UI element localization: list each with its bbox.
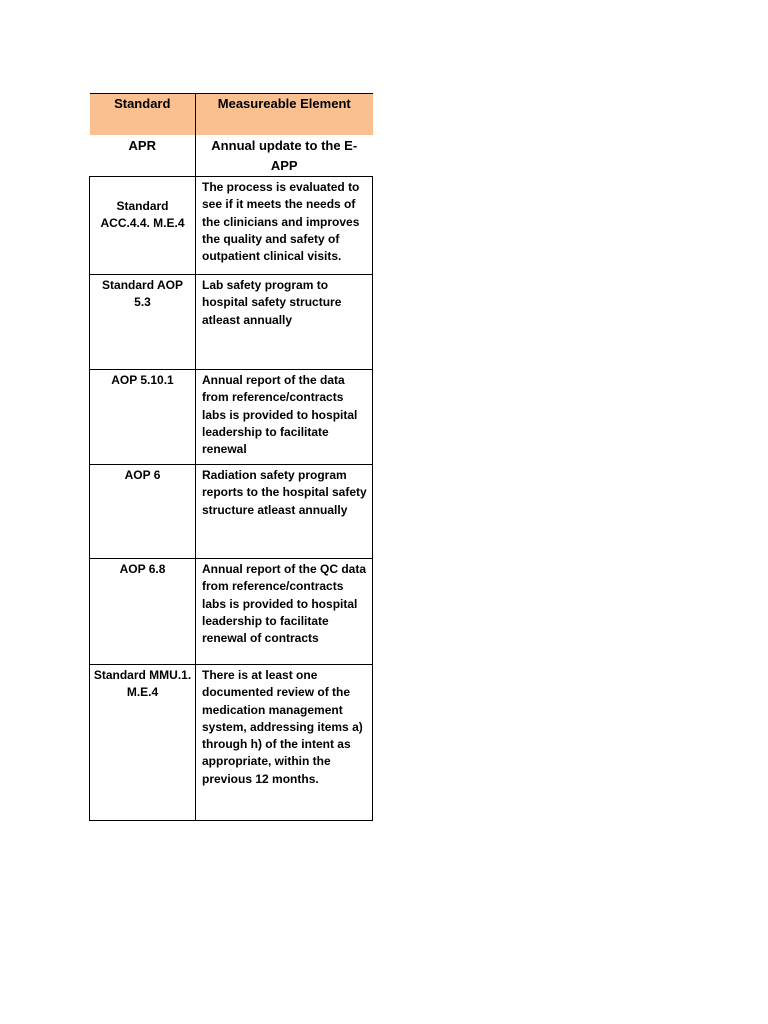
element-cell: The process is evaluated to see if it meets the needs of the clinicians and improves the quality and safety of outpatient clinical visits. bbox=[196, 177, 373, 275]
standard-cell: Standard MMU.1. M.E.4 bbox=[90, 665, 196, 821]
standard-cell: AOP 6.8 bbox=[90, 559, 196, 665]
table-row bbox=[90, 665, 373, 821]
standard-cell: AOP 5.10.1 bbox=[90, 370, 196, 465]
element-cell: Annual report of the QC data from reference/contracts labs is provided to hospital leadership to facilitate renewal of contracts bbox=[196, 559, 373, 665]
element-cell: There is at least one documented review of the medication management system, addressing items a) through h) of the intent as appropriate, within the previous 12 months. bbox=[196, 665, 373, 821]
element-cell: Annual update to the E-APP bbox=[211, 138, 358, 173]
standard-cell: APR bbox=[90, 135, 196, 177]
table-row bbox=[90, 559, 373, 665]
element-cell: Lab safety program to hospital safety structure atleast annually bbox=[196, 275, 373, 370]
table-row bbox=[90, 135, 373, 177]
header-measureable-element: Measureable Element bbox=[196, 94, 373, 136]
table-row bbox=[90, 370, 373, 465]
standard-cell: Standard AOP 5.3 bbox=[90, 275, 196, 370]
standard-cell: Standard ACC.4.4. M.E.4 bbox=[90, 177, 196, 275]
table-row bbox=[90, 275, 373, 370]
table-row bbox=[90, 177, 373, 275]
standard-cell: AOP 6 bbox=[90, 465, 196, 559]
element-cell: Radiation safety program reports to the hospital safety structure atleast annually bbox=[196, 465, 373, 559]
element-cell: Annual report of the data from reference/contracts labs is provided to hospital leadership to facilitate renewal bbox=[196, 370, 373, 465]
header-standard: Standard bbox=[90, 94, 196, 136]
table-header-row bbox=[90, 94, 373, 136]
table-row bbox=[90, 465, 373, 559]
standards-table bbox=[89, 93, 373, 821]
